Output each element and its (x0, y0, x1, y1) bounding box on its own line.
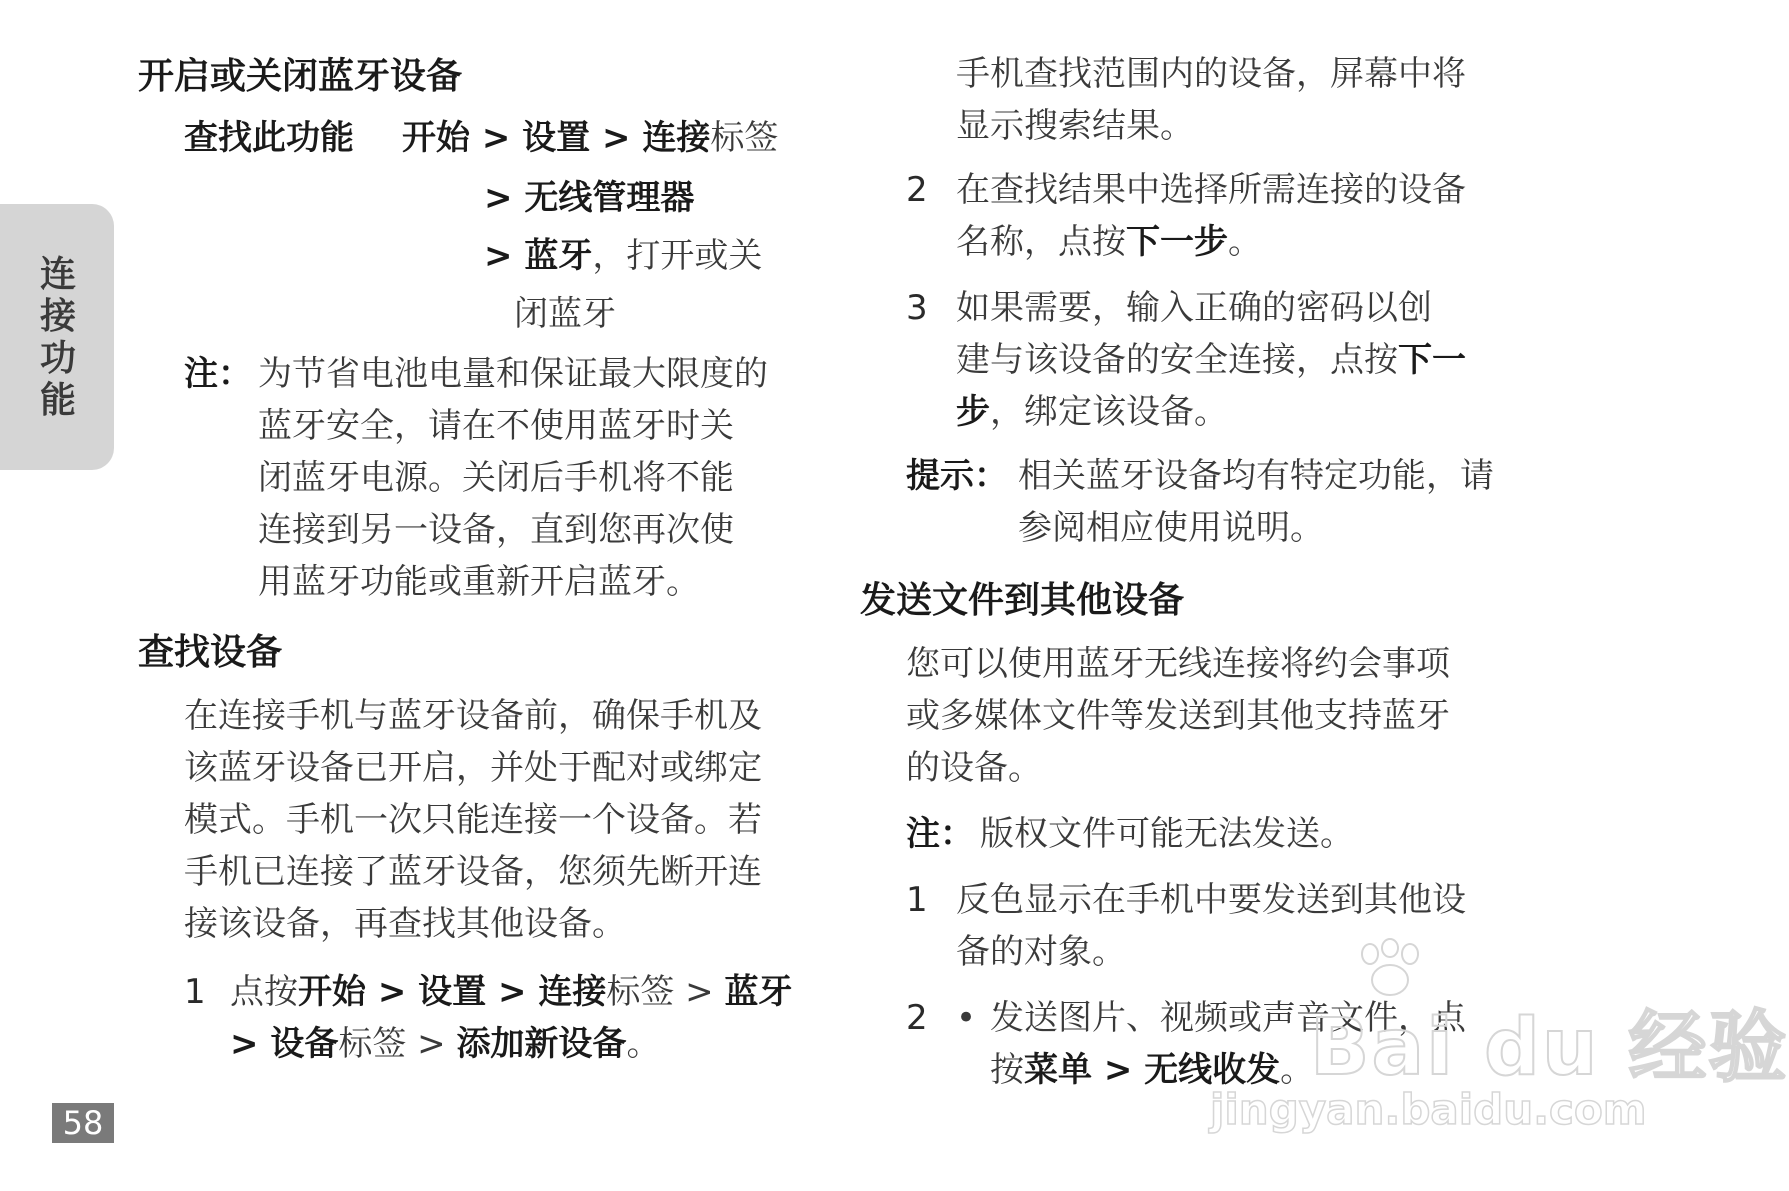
send-step-number-1: 1 (906, 880, 928, 920)
watermark-logo: Bai du 经验 (1310, 1003, 1789, 1093)
step-3-line-3: 步，绑定该设备。 (956, 392, 1228, 432)
send-paragraph-line-3: 的设备。 (906, 748, 1042, 788)
page-number: 58 (52, 1103, 114, 1143)
note-line-5: 用蓝牙功能或重新开启蓝牙。 (258, 562, 700, 602)
bullet-dot: • (956, 998, 977, 1038)
send-step-2-line-1: 发送图片、视频或声音文件，点 (990, 998, 1466, 1038)
find-path-line-4: 闭蓝牙 (514, 294, 616, 334)
step-number-3: 3 (906, 288, 928, 328)
section-heading-send-files: 发送文件到其他设备 (860, 579, 1185, 621)
step-2-line-1: 在查找结果中选择所需连接的设备 (956, 170, 1466, 210)
find-path-line-2: > 无线管理器 (484, 178, 695, 218)
send-note-label: 注： (906, 814, 974, 854)
find-function-label: 查找此功能 (184, 118, 354, 158)
find-paragraph-line-4: 手机已连接了蓝牙设备，您须先断开连 (184, 852, 762, 892)
note-line-4: 连接到另一设备，直到您再次使 (258, 510, 734, 550)
find-paragraph-line-3: 模式。手机一次只能连接一个设备。若 (184, 800, 762, 840)
note-line-2: 蓝牙安全，请在不使用蓝牙时关 (258, 406, 734, 446)
send-step-2-line-2: 按菜单 > 无线收发。 (990, 1050, 1315, 1090)
send-step-number-2: 2 (906, 998, 928, 1038)
find-path-line-3: > 蓝牙，打开或关 (484, 236, 763, 276)
tip-label: 提示： (906, 456, 1008, 496)
section-heading-bluetooth-toggle: 开启或关闭蓝牙设备 (138, 55, 463, 97)
step-number-1: 1 (184, 972, 206, 1012)
note-line-3: 闭蓝牙电源。关闭后手机将不能 (258, 458, 734, 498)
send-paragraph-line-1: 您可以使用蓝牙无线连接将约会事项 (906, 644, 1450, 684)
find-paragraph-line-5: 接该设备，再查找其他设备。 (184, 904, 626, 944)
find-path-line-1: 开始 > 设置 > 连接标签 (402, 118, 779, 158)
section-heading-find-devices: 查找设备 (138, 631, 283, 673)
tip-line-1: 相关蓝牙设备均有特定功能，请 (1018, 456, 1494, 496)
find-paragraph-line-1: 在连接手机与蓝牙设备前，确保手机及 (184, 696, 762, 736)
tip-line-2: 参阅相应使用说明。 (1018, 508, 1324, 548)
find-paragraph-line-2: 该蓝牙设备已开启，并处于配对或绑定 (184, 748, 762, 788)
send-step-1-line-1: 反色显示在手机中要发送到其他设 (956, 880, 1466, 920)
watermark-url: jingyan.baidu.com (1210, 1085, 1647, 1134)
note-line-1: 为节省电池电量和保证最大限度的 (258, 354, 768, 394)
step-number-2: 2 (906, 170, 928, 210)
continuation-line-1: 手机查找范围内的设备，屏幕中将 (956, 54, 1466, 94)
step-2-line-2: 名称，点按下一步。 (956, 222, 1262, 262)
continuation-line-2: 显示搜索结果。 (956, 106, 1194, 146)
step-3-line-2: 建与该设备的安全连接，点按下一 (956, 340, 1466, 380)
step-1-line-2: > 设备标签 > 添加新设备。 (230, 1024, 661, 1064)
note-label: 注： (184, 354, 252, 394)
send-step-1-line-2: 备的对象。 (956, 932, 1126, 972)
step-3-line-1: 如果需要，输入正确的密码以创 (956, 288, 1432, 328)
send-note-text: 版权文件可能无法发送。 (980, 814, 1354, 854)
step-1-line-1: 点按开始 > 设置 > 连接标签 > 蓝牙 (230, 972, 793, 1012)
send-paragraph-line-2: 或多媒体文件等发送到其他支持蓝牙 (906, 696, 1450, 736)
chapter-side-tab-label: 连接功能 (39, 254, 76, 421)
